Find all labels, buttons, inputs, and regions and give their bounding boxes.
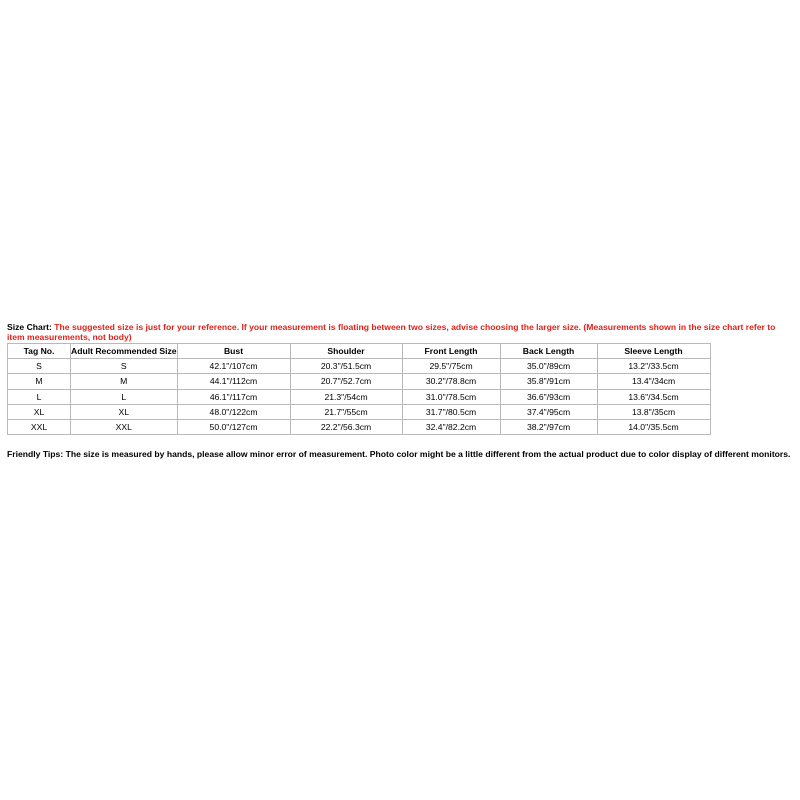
cell-recommended: XL (71, 404, 178, 419)
cell-recommended: M (71, 374, 178, 389)
cell-recommended: XXL (71, 419, 178, 434)
cell-back-length: 38.2"/97cm (500, 419, 597, 434)
size-chart-note: The suggested size is just for your reference. If your measurement is floating between two sizes, advise choosing the larger size. (Measurements shown in the size chart refer to item measurements, not body) (7, 322, 776, 342)
cell-back-length: 36.6"/93cm (500, 389, 597, 404)
cell-shoulder: 20.3"/51.5cm (290, 359, 402, 374)
cell-tag: XL (8, 404, 71, 419)
cell-back-length: 35.0"/89cm (500, 359, 597, 374)
cell-tag: L (8, 389, 71, 404)
cell-tag: M (8, 374, 71, 389)
cell-bust: 48.0"/122cm (177, 404, 290, 419)
cell-bust: 42.1"/107cm (177, 359, 290, 374)
cell-sleeve-length: 13.8"/35cm (597, 404, 710, 419)
header-front-length: Front Length (402, 344, 500, 359)
cell-sleeve-length: 14.0"/35.5cm (597, 419, 710, 434)
cell-front-length: 32.4"/82.2cm (402, 419, 500, 434)
table-row (8, 404, 711, 419)
cell-sleeve-length: 13.4"/34cm (597, 374, 710, 389)
table-row (8, 419, 711, 434)
cell-shoulder: 21.3"/54cm (290, 389, 402, 404)
cell-bust: 50.0"/127cm (177, 419, 290, 434)
cell-recommended: S (71, 359, 178, 374)
cell-front-length: 31.0"/78.5cm (402, 389, 500, 404)
header-bust: Bust (177, 344, 290, 359)
cell-shoulder: 21.7"/55cm (290, 404, 402, 419)
table-row (8, 374, 711, 389)
table-row (8, 389, 711, 404)
cell-bust: 44.1"/112cm (177, 374, 290, 389)
header-recommended-size: Adult Recommended Size (71, 344, 178, 359)
cell-back-length: 37.4"/95cm (500, 404, 597, 419)
cell-shoulder: 20.7"/52.7cm (290, 374, 402, 389)
header-shoulder: Shoulder (290, 344, 402, 359)
header-back-length: Back Length (500, 344, 597, 359)
cell-tag: XXL (8, 419, 71, 434)
cell-sleeve-length: 13.6"/34.5cm (597, 389, 710, 404)
header-sleeve-length: Sleeve Length (597, 344, 710, 359)
size-chart-table (7, 343, 711, 435)
size-chart-section (7, 322, 795, 435)
table-header-row (8, 344, 711, 359)
friendly-tips: Friendly Tips: The size is measured by hands, please allow minor error of measurement. Photo color might be a little different from the actual product due to color display of different monitors. (7, 449, 791, 459)
cell-front-length: 29.5"/75cm (402, 359, 500, 374)
cell-recommended: L (71, 389, 178, 404)
cell-back-length: 35.8"/91cm (500, 374, 597, 389)
size-chart-notice (7, 322, 795, 342)
cell-front-length: 31.7"/80.5cm (402, 404, 500, 419)
size-chart-label: Size Chart: (7, 322, 52, 332)
cell-shoulder: 22.2"/56.3cm (290, 419, 402, 434)
cell-front-length: 30.2"/78.8cm (402, 374, 500, 389)
cell-tag: S (8, 359, 71, 374)
cell-sleeve-length: 13.2"/33.5cm (597, 359, 710, 374)
header-tag-no: Tag No. (8, 344, 71, 359)
table-row (8, 359, 711, 374)
cell-bust: 46.1"/117cm (177, 389, 290, 404)
